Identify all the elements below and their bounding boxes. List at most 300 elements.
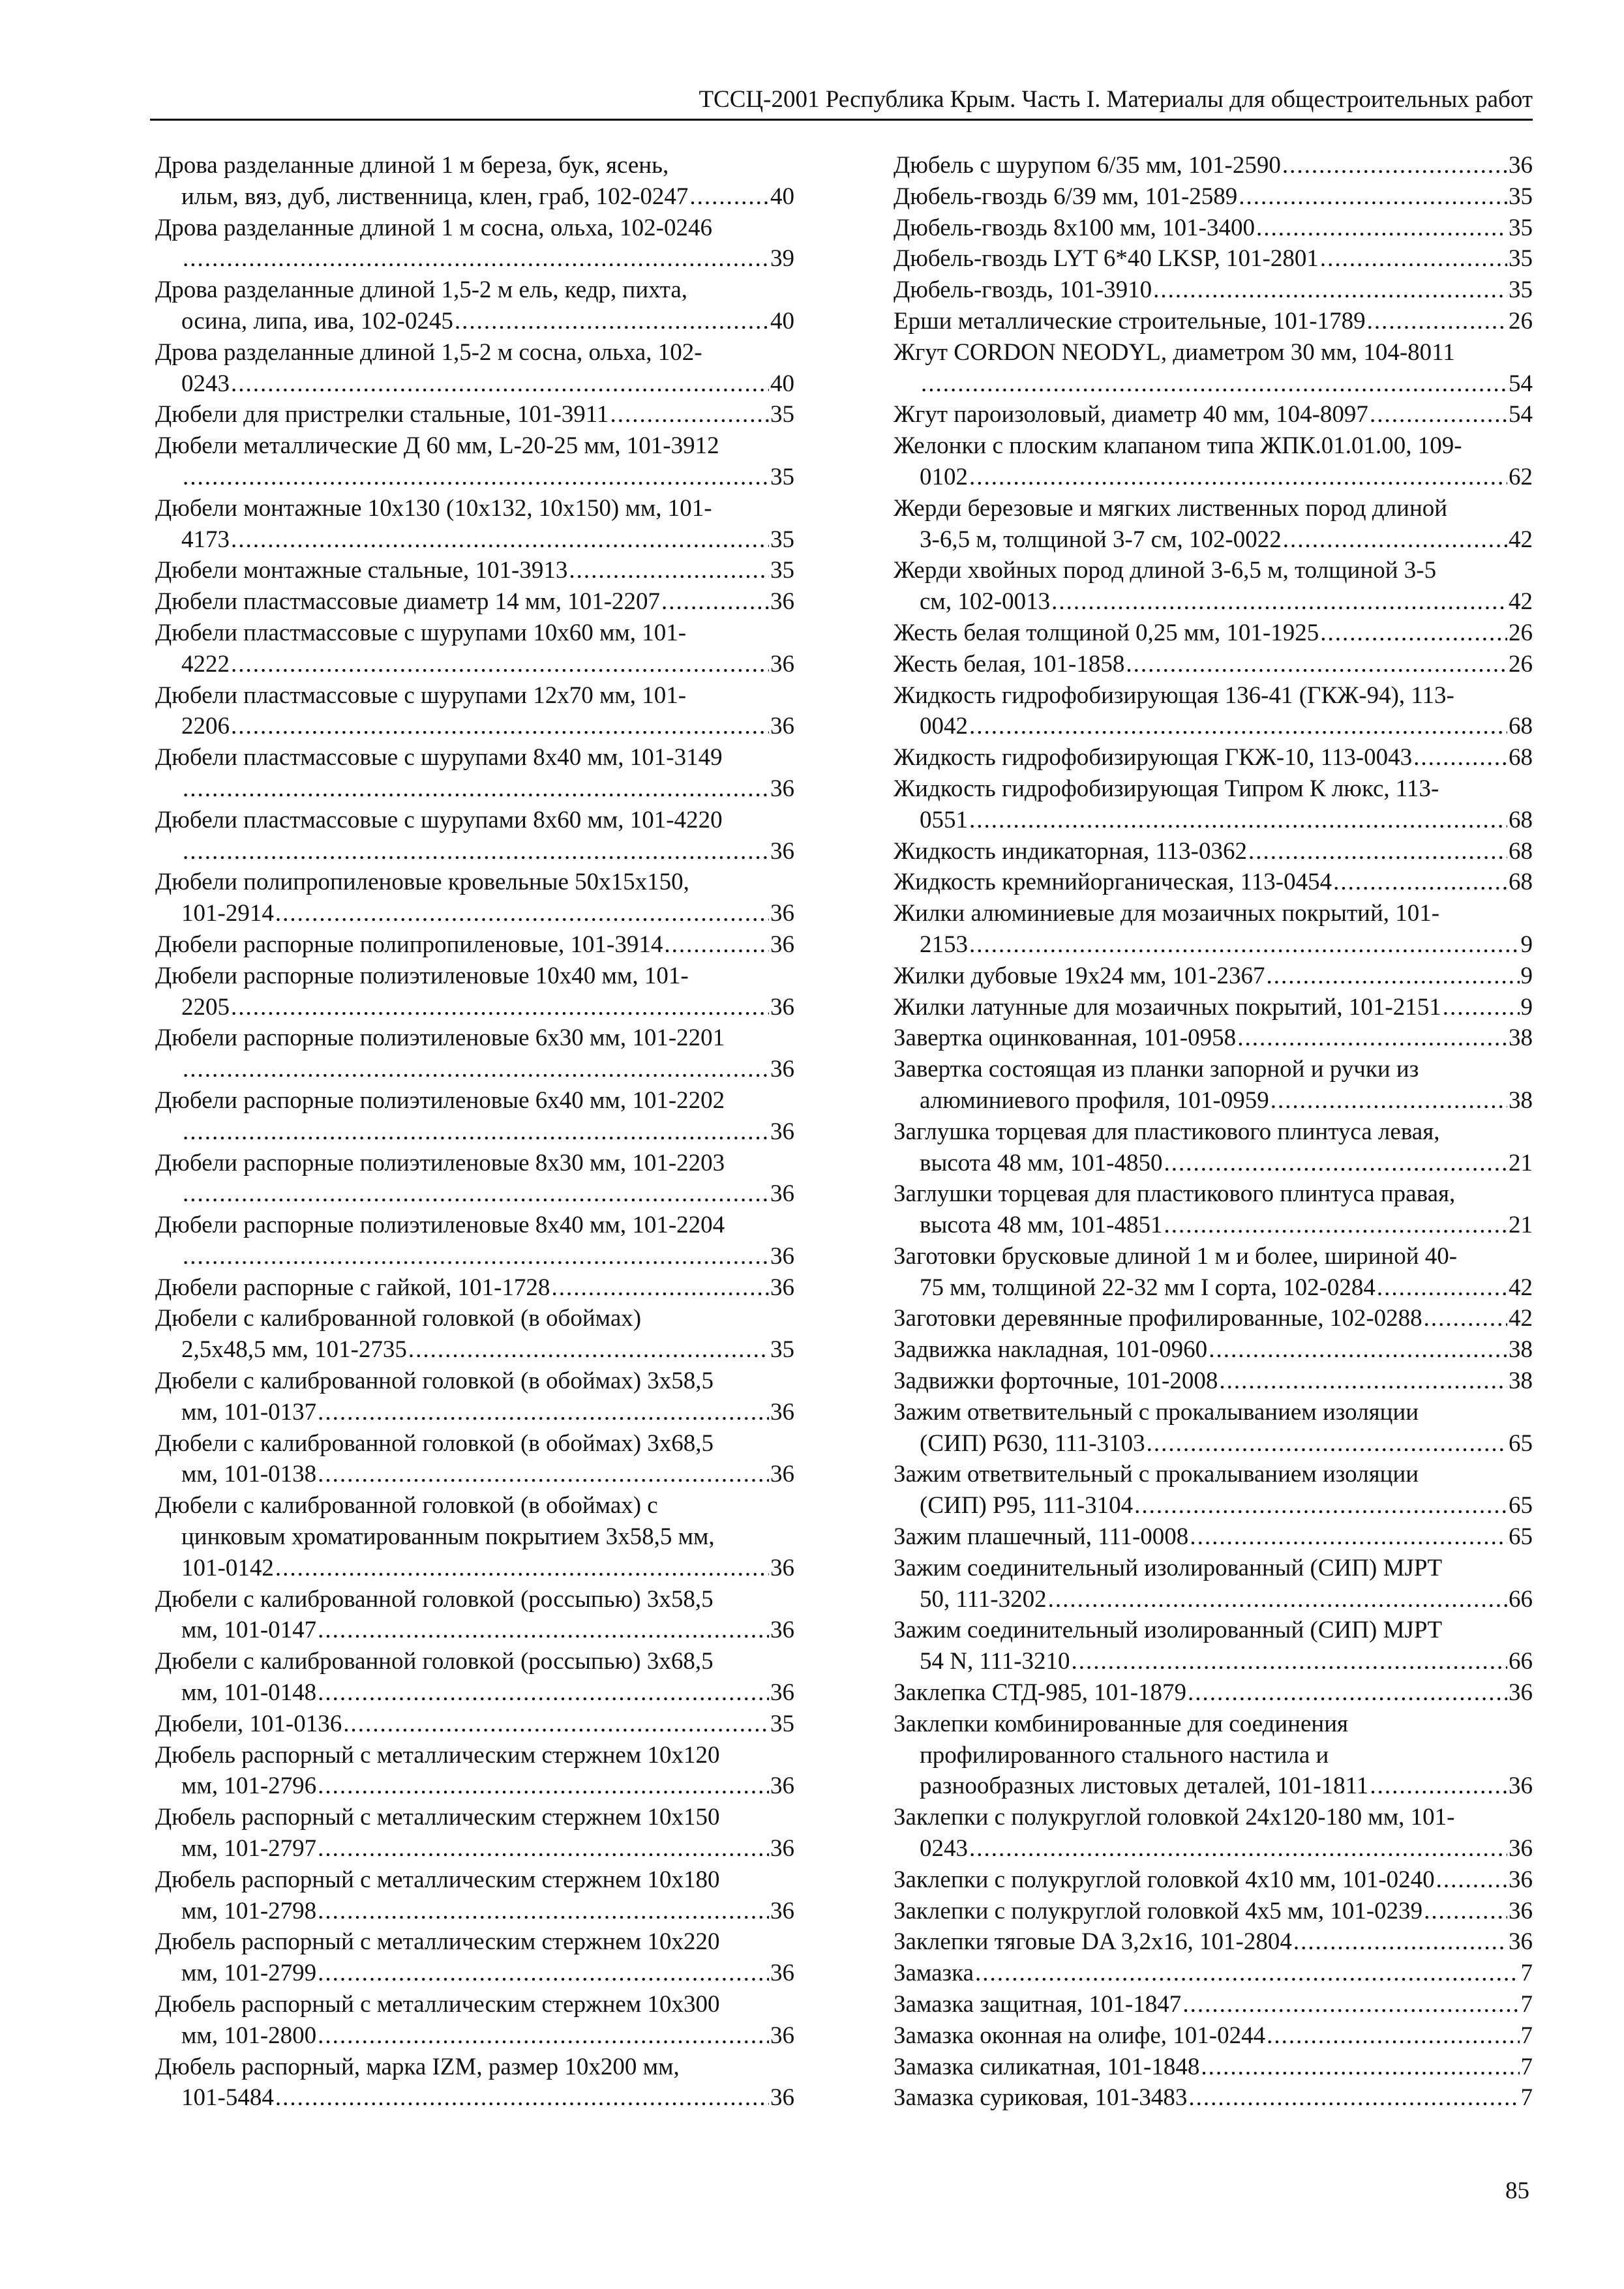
entry-leader-line bbox=[894, 399, 1533, 430]
entry-page-number: 36 bbox=[770, 1773, 794, 1800]
index-entry bbox=[894, 2082, 1533, 2114]
index-entry bbox=[155, 213, 794, 275]
index-entry bbox=[894, 399, 1533, 430]
index-entry bbox=[155, 1864, 794, 1927]
dot-leader bbox=[1164, 1210, 1507, 1241]
entry-page-number: 36 bbox=[1509, 1897, 1533, 1924]
entry-text: мм, 101-2800 bbox=[181, 2022, 317, 2049]
entry-page-number: 26 bbox=[1509, 650, 1533, 678]
entry-leader-line bbox=[894, 836, 1533, 867]
index-entry bbox=[894, 243, 1533, 275]
index-entry bbox=[155, 1210, 794, 1272]
dot-leader bbox=[183, 773, 769, 805]
index-entry bbox=[894, 1521, 1533, 1553]
entry-text: Жидкость кремнийорганическая, 113-0454 bbox=[894, 869, 1332, 896]
dot-leader bbox=[1048, 1584, 1507, 1615]
dot-leader bbox=[318, 1958, 769, 1989]
entry-text: Дюбель-гвоздь 6/39 мм, 101-2589 bbox=[894, 183, 1238, 210]
entry-text-line: Дюбели с калиброванной головкой (в обоймах) 3х58,5 bbox=[155, 1368, 714, 1395]
entry-text: Дюбели пластмассовые диаметр 14 мм, 101-2207 bbox=[155, 588, 661, 616]
index-entry bbox=[894, 1366, 1533, 1397]
entry-text-line: Дюбели с калиброванной головкой (россыпью) 3х58,5 bbox=[155, 1585, 714, 1613]
entry-text-line: Дюбели с калиброванной головкой (россыпью) 3х68,5 bbox=[155, 1648, 714, 1675]
entry-page-number: 36 bbox=[770, 588, 794, 616]
entry-text: Ерши металлические строительные, 101-1789 bbox=[894, 307, 1366, 335]
entry-text-line: Дрова разделанные длиной 1 м сосна, ольха, 102-0246 bbox=[155, 214, 712, 241]
entry-leader-line bbox=[155, 649, 794, 680]
dot-leader bbox=[1188, 1677, 1507, 1709]
index-entry bbox=[894, 555, 1533, 618]
entry-leader-line bbox=[155, 1958, 794, 1989]
entry-text: мм, 101-2796 bbox=[181, 1773, 317, 1800]
dot-leader bbox=[1126, 649, 1507, 680]
entry-page-number: 36 bbox=[1509, 1866, 1533, 1893]
entry-leader-line bbox=[894, 742, 1533, 773]
entry-leader-line bbox=[894, 1677, 1533, 1709]
dot-leader bbox=[1188, 2082, 1519, 2114]
entry-leader-line bbox=[155, 243, 794, 275]
entry-text-line: Жилки алюминиевые для мозаичных покрытий, 101- bbox=[894, 900, 1440, 927]
entry-text: Завертка оцинкованная, 101-0958 bbox=[894, 1025, 1237, 1052]
entry-text: Дюбель-гвоздь, 101-3910 bbox=[894, 277, 1152, 304]
entry-text-line: Жидкость гидрофобизирующая 136-41 (ГКЖ-94), 113- bbox=[894, 681, 1454, 709]
entry-page-number: 36 bbox=[770, 1960, 794, 1987]
index-entry bbox=[894, 337, 1533, 400]
entry-leader-line bbox=[155, 898, 794, 929]
entry-page-number: 62 bbox=[1509, 463, 1533, 490]
entry-text-line: Жерди хвойных пород длиной 3-6,5 м, толщиной 3-5 bbox=[894, 557, 1437, 584]
index-entry bbox=[894, 306, 1533, 337]
index-entry bbox=[894, 992, 1533, 1023]
index-entry bbox=[894, 867, 1533, 898]
entry-page-number: 36 bbox=[1509, 1773, 1533, 1800]
entry-text-line: Зажим соединительный изолированный (СИП) MJPT bbox=[894, 1617, 1443, 1644]
dot-leader bbox=[318, 1459, 769, 1490]
index-entry bbox=[155, 1303, 794, 1366]
entry-text-line: Дюбель распорный с металлическим стержнем 10х220 bbox=[155, 1928, 720, 1956]
dot-leader bbox=[1209, 1334, 1507, 1366]
entry-leader-line bbox=[894, 1646, 1533, 1677]
entry-page-number: 36 bbox=[770, 1180, 794, 1208]
entry-text: Зажим плашечный, 111-0008 bbox=[894, 1523, 1189, 1551]
index-entry bbox=[155, 1490, 794, 1583]
dot-leader bbox=[1051, 586, 1507, 618]
dot-leader bbox=[969, 462, 1507, 493]
entry-leader-line bbox=[894, 1490, 1533, 1521]
dot-leader bbox=[1443, 992, 1520, 1023]
dot-leader bbox=[183, 1054, 769, 1085]
entry-text: Замазка суриковая, 101-3483 bbox=[894, 2084, 1188, 2112]
entry-page-number: 36 bbox=[770, 1554, 794, 1581]
entry-page-number: 21 bbox=[1509, 1212, 1533, 1239]
dot-leader bbox=[318, 1397, 769, 1428]
entry-text-line: Дюбели с калиброванной головкой (в обоймах) 3х68,5 bbox=[155, 1429, 714, 1457]
dot-leader bbox=[1201, 2052, 1519, 2083]
entry-page-number: 38 bbox=[1509, 1368, 1533, 1395]
entry-text: Дюбели монтажные стальные, 101-3913 bbox=[155, 557, 568, 584]
dot-leader bbox=[1271, 1085, 1507, 1116]
entry-page-number: 36 bbox=[770, 650, 794, 678]
entry-page-number: 36 bbox=[770, 1679, 794, 1707]
entry-text: Заклепки с полукруглой головкой 4х10 мм, 101-0240 bbox=[894, 1866, 1435, 1893]
index-entry bbox=[894, 181, 1533, 213]
entry-page-number: 36 bbox=[770, 1617, 794, 1644]
entry-leader-line bbox=[155, 555, 794, 586]
entry-page-number: 68 bbox=[1509, 806, 1533, 833]
entry-text: 0102 bbox=[920, 463, 968, 490]
page-number: 85 bbox=[1505, 2177, 1529, 2204]
dot-leader bbox=[1413, 742, 1507, 773]
entry-text-line: Жидкость гидрофобизирующая Типром К люкс, 113- bbox=[894, 775, 1439, 802]
entry-leader-line bbox=[894, 1584, 1533, 1615]
dot-leader bbox=[1072, 1646, 1507, 1677]
entry-leader-line bbox=[894, 992, 1533, 1023]
entry-page-number: 35 bbox=[1509, 183, 1533, 210]
index-entry bbox=[894, 1709, 1533, 1802]
entry-text: 101-2914 bbox=[181, 900, 274, 927]
entry-text: 54 N, 111-3210 bbox=[920, 1648, 1070, 1675]
entry-page-number: 35 bbox=[770, 463, 794, 490]
entry-page-number: 9 bbox=[1520, 993, 1533, 1021]
index-entry bbox=[155, 493, 794, 556]
entry-text-line: Жерди березовые и мягких лиственных пород длиной bbox=[894, 494, 1448, 522]
entry-leader-line bbox=[894, 711, 1533, 742]
entry-text-line: Заклепки комбинированные для соединения bbox=[894, 1710, 1349, 1737]
entry-text: мм, 101-2799 bbox=[181, 1960, 317, 1987]
entry-page-number: 36 bbox=[770, 1056, 794, 1083]
index-entry bbox=[155, 1646, 794, 1709]
entry-text: ильм, вяз, дуб, лиственница, клен, граб, 102-0247 bbox=[181, 183, 689, 210]
entry-text-line: Дюбели распорные полиэтиленовые 10х40 мм, 101- bbox=[155, 962, 689, 989]
index-entry bbox=[894, 430, 1533, 493]
entry-page-number: 9 bbox=[1520, 962, 1533, 989]
entry-leader-line bbox=[894, 867, 1533, 898]
entry-text: 4222 bbox=[181, 650, 230, 678]
entry-text: Замазка защитная, 101-1847 bbox=[894, 1991, 1182, 2018]
entry-text: мм, 101-0147 bbox=[181, 1617, 317, 1644]
entry-text: Дюбели для пристрелки стальные, 101-3911 bbox=[155, 401, 609, 428]
index-entry bbox=[155, 1085, 794, 1148]
entry-page-number: 40 bbox=[770, 183, 794, 210]
index-column-left bbox=[155, 150, 794, 2114]
dot-leader bbox=[1424, 1303, 1507, 1334]
index-entry bbox=[894, 773, 1533, 836]
entry-text-line: Дюбели с калиброванной головкой (в обоймах) с bbox=[155, 1492, 658, 1519]
entry-leader-line bbox=[894, 524, 1533, 556]
entry-page-number: 35 bbox=[770, 1336, 794, 1364]
index-entry bbox=[894, 836, 1533, 867]
entry-leader-line bbox=[155, 1771, 794, 1802]
index-entry bbox=[894, 1896, 1533, 1927]
entry-page-number: 26 bbox=[1509, 307, 1533, 335]
dot-leader bbox=[1333, 867, 1507, 898]
entry-page-number: 36 bbox=[770, 713, 794, 740]
dot-leader bbox=[318, 1833, 769, 1864]
entry-text-line: Дюбели пластмассовые с шурупами 8х60 мм, 101-4220 bbox=[155, 806, 723, 833]
entry-page-number: 65 bbox=[1509, 1492, 1533, 1519]
entry-leader-line bbox=[155, 306, 794, 337]
dot-leader bbox=[661, 586, 769, 618]
index-entry bbox=[894, 1178, 1533, 1241]
entry-page-number: 36 bbox=[770, 2022, 794, 2049]
entry-page-number: 42 bbox=[1509, 1305, 1533, 1332]
entry-text: 0551 bbox=[920, 806, 968, 833]
entry-leader-line bbox=[894, 618, 1533, 649]
index-entry bbox=[155, 1428, 794, 1491]
index-entry bbox=[155, 1272, 794, 1304]
entry-text-line: Дюбели полипропиленовые кровельные 50х15х150, bbox=[155, 869, 689, 896]
index-entry bbox=[894, 213, 1533, 244]
dot-leader bbox=[1370, 399, 1507, 430]
index-entry bbox=[894, 1615, 1533, 1677]
entry-page-number: 7 bbox=[1520, 2053, 1533, 2080]
index-entry bbox=[894, 1459, 1533, 1521]
entry-text-line: профилированного стального настила и bbox=[920, 1741, 1329, 1769]
index-entry bbox=[894, 1116, 1533, 1179]
entry-page-number: 65 bbox=[1509, 1429, 1533, 1457]
index-entry bbox=[155, 929, 794, 961]
entry-text: 2205 bbox=[181, 993, 230, 1021]
entry-leader-line bbox=[155, 2082, 794, 2114]
entry-text: Замазка bbox=[894, 1960, 974, 1987]
entry-leader-line bbox=[894, 213, 1533, 244]
dot-leader bbox=[969, 711, 1507, 742]
entry-leader-line bbox=[894, 1833, 1533, 1864]
entry-leader-line bbox=[894, 961, 1533, 992]
entry-leader-line bbox=[894, 1272, 1533, 1304]
entry-page-number: 38 bbox=[1509, 1025, 1533, 1052]
entry-page-number: 36 bbox=[1509, 152, 1533, 179]
entry-page-number: 54 bbox=[1509, 401, 1533, 428]
entry-text-line: Дюбели пластмассовые с шурупами 10х60 мм, 101- bbox=[155, 619, 687, 646]
entry-leader-line bbox=[894, 1521, 1533, 1553]
dot-leader bbox=[275, 898, 769, 929]
entry-page-number: 68 bbox=[1509, 837, 1533, 865]
entry-page-number: 42 bbox=[1509, 588, 1533, 616]
dot-leader bbox=[1293, 1926, 1507, 1958]
index-entry bbox=[894, 1989, 1533, 2020]
entry-text: 4173 bbox=[181, 526, 230, 553]
header-title: ТССЦ-2001 Республика Крым. Часть I. Материалы для общестроительных работ bbox=[699, 86, 1533, 113]
index-entry bbox=[155, 1802, 794, 1864]
index-entry bbox=[894, 1397, 1533, 1459]
entry-leader-line bbox=[155, 929, 794, 961]
entry-leader-line bbox=[894, 1023, 1533, 1054]
entry-text: см, 102-0013 bbox=[920, 588, 1051, 616]
entry-page-number: 68 bbox=[1509, 869, 1533, 896]
entry-page-number: 36 bbox=[770, 837, 794, 865]
entry-text-line: Зажим ответвительный с прокалыванием изоляции bbox=[894, 1461, 1419, 1488]
entry-leader-line bbox=[894, 1926, 1533, 1958]
index-entry bbox=[894, 1864, 1533, 1896]
index-entry bbox=[894, 618, 1533, 649]
entry-text: мм, 101-2798 bbox=[181, 1897, 317, 1924]
entry-page-number: 36 bbox=[770, 900, 794, 927]
index-entry bbox=[894, 275, 1533, 306]
entry-leader-line bbox=[155, 1677, 794, 1709]
entry-leader-line bbox=[894, 586, 1533, 618]
dot-leader bbox=[1237, 1023, 1507, 1054]
index-entry bbox=[894, 1023, 1533, 1054]
entry-leader-line bbox=[894, 1428, 1533, 1459]
entry-page-number: 36 bbox=[770, 1398, 794, 1426]
entry-page-number: 35 bbox=[770, 557, 794, 584]
dot-leader bbox=[1239, 181, 1507, 213]
entry-text: мм, 101-0148 bbox=[181, 1679, 317, 1707]
dot-leader bbox=[318, 1896, 769, 1927]
entry-text: Жесть белая, 101-1858 bbox=[894, 650, 1125, 678]
entry-text: осина, липа, ива, 102-0245 bbox=[181, 307, 453, 335]
dot-leader bbox=[318, 1615, 769, 1646]
entry-leader-line bbox=[894, 462, 1533, 493]
entry-text-line: Заклепки с полукруглой головкой 24х120-180 мм, 101- bbox=[894, 1804, 1455, 1831]
entry-text: Жгут пароизоловый, диаметр 40 мм, 104-8097 bbox=[894, 401, 1368, 428]
index-entry bbox=[894, 961, 1533, 992]
entry-text-line: Зажим соединительный изолированный (СИП) MJPT bbox=[894, 1554, 1443, 1581]
entry-text-line: Дюбели пластмассовые с шурупами 8х40 мм, 101-3149 bbox=[155, 744, 723, 771]
dot-leader bbox=[231, 649, 769, 680]
entry-text: мм, 101-0137 bbox=[181, 1398, 317, 1426]
entry-text: мм, 101-0138 bbox=[181, 1461, 317, 1488]
index-entry bbox=[155, 150, 794, 213]
entry-page-number: 36 bbox=[770, 1835, 794, 1863]
entry-page-number: 7 bbox=[1520, 2022, 1533, 2049]
index-entry bbox=[894, 1303, 1533, 1334]
index-entry bbox=[155, 2052, 794, 2114]
index-entry bbox=[894, 680, 1533, 743]
entry-page-number: 36 bbox=[770, 1242, 794, 1270]
entry-leader-line bbox=[155, 1709, 794, 1740]
entry-leader-line bbox=[155, 836, 794, 867]
entry-text: Заклепка СТД-985, 101-1879 bbox=[894, 1679, 1187, 1707]
dot-leader bbox=[921, 368, 1507, 400]
index-entry bbox=[155, 1740, 794, 1803]
entry-text-line: Желонки с плоским клапаном типа ЖПК.01.01.00, 109- bbox=[894, 432, 1462, 460]
entry-text-line: Дюбели с калиброванной головкой (в обоймах) bbox=[155, 1305, 642, 1332]
entry-text-line: Дюбели монтажные 10х130 (10х132, 10х150) мм, 101- bbox=[155, 494, 712, 522]
entry-page-number: 36 bbox=[1509, 1679, 1533, 1707]
dot-leader bbox=[183, 1116, 769, 1148]
entry-text: 101-5484 bbox=[181, 2084, 274, 2112]
entry-page-number: 35 bbox=[770, 526, 794, 553]
entry-page-number: 40 bbox=[770, 370, 794, 397]
entry-text: Заготовки деревянные профилированные, 102-0288 bbox=[894, 1305, 1422, 1332]
dot-leader bbox=[969, 805, 1507, 836]
entry-text-line: Заготовки брусковые длиной 1 м и более, шириной 40- bbox=[894, 1242, 1458, 1270]
entry-text-line: Заглушки торцевая для пластикового плинтуса правая, bbox=[894, 1180, 1456, 1208]
entry-leader-line bbox=[155, 773, 794, 805]
entry-page-number: 42 bbox=[1509, 1274, 1533, 1301]
entry-text-line: цинковым хроматированным покрытием 3х58,5 мм, bbox=[181, 1523, 715, 1551]
entry-leader-line bbox=[155, 1054, 794, 1085]
entry-page-number: 68 bbox=[1509, 713, 1533, 740]
entry-leader-line bbox=[894, 243, 1533, 275]
dot-leader bbox=[1267, 961, 1520, 992]
entry-page-number: 36 bbox=[770, 775, 794, 802]
entry-text: (СИП) Р95, 111-3104 bbox=[920, 1492, 1134, 1519]
entry-leader-line bbox=[155, 399, 794, 430]
entry-leader-line bbox=[155, 2020, 794, 2052]
entry-leader-line bbox=[155, 586, 794, 618]
entry-page-number: 36 bbox=[770, 1461, 794, 1488]
entry-page-number: 39 bbox=[770, 245, 794, 273]
entry-page-number: 35 bbox=[770, 1710, 794, 1737]
entry-text-line: Зажим ответвительный с прокалыванием изоляции bbox=[894, 1398, 1419, 1426]
entry-text-line: Дюбели пластмассовые с шурупами 12х70 мм, 101- bbox=[155, 681, 687, 709]
entry-page-number: 36 bbox=[770, 1118, 794, 1145]
index-entry bbox=[155, 1989, 794, 2052]
index-entry bbox=[155, 867, 794, 929]
entry-text-line: Дюбель распорный с металлическим стержнем 10х180 bbox=[155, 1866, 720, 1893]
entry-text-line: Дюбели распорные полиэтиленовые 8х30 мм, 101-2203 bbox=[155, 1149, 725, 1176]
entry-page-number: 35 bbox=[770, 401, 794, 428]
index-entry bbox=[155, 618, 794, 680]
dot-leader bbox=[1153, 275, 1507, 306]
dot-leader bbox=[231, 711, 769, 742]
entry-leader-line bbox=[894, 1085, 1533, 1116]
dot-leader bbox=[408, 1334, 769, 1366]
index-entry bbox=[155, 1148, 794, 1210]
dot-leader bbox=[1283, 524, 1507, 556]
entry-text-line: Дюбели металлические Д 60 мм, L-20-25 мм, 101-3912 bbox=[155, 432, 719, 460]
dot-leader bbox=[318, 1771, 769, 1802]
dot-leader bbox=[610, 399, 769, 430]
entry-leader-line bbox=[894, 368, 1533, 400]
entry-page-number: 38 bbox=[1509, 1336, 1533, 1364]
entry-leader-line bbox=[155, 1178, 794, 1210]
dot-leader bbox=[231, 524, 769, 556]
dot-leader bbox=[1190, 1521, 1507, 1553]
entry-leader-line bbox=[894, 1864, 1533, 1896]
dot-leader bbox=[1436, 1864, 1507, 1896]
entry-leader-line bbox=[894, 181, 1533, 213]
entry-page-number: 36 bbox=[770, 1897, 794, 1924]
dot-leader bbox=[1134, 1490, 1507, 1521]
index-entry bbox=[155, 586, 794, 618]
index-entry bbox=[894, 1958, 1533, 1989]
dot-leader bbox=[1377, 1272, 1507, 1304]
index-entry bbox=[155, 961, 794, 1023]
entry-leader-line bbox=[894, 306, 1533, 337]
entry-text-line: Дюбели распорные полиэтиленовые 8х40 мм, 101-2204 bbox=[155, 1212, 725, 1239]
entry-leader-line bbox=[155, 1334, 794, 1366]
entry-page-number: 36 bbox=[770, 993, 794, 1021]
entry-page-number: 65 bbox=[1509, 1523, 1533, 1551]
entry-text: Задвижки форточные, 101-2008 bbox=[894, 1368, 1218, 1395]
dot-leader bbox=[343, 1709, 769, 1740]
entry-text: 0042 bbox=[920, 713, 968, 740]
entry-text: Дюбель-гвоздь LYT 6*40 LKSP, 101-2801 bbox=[894, 245, 1319, 273]
index-entry bbox=[894, 1241, 1533, 1304]
entry-text: Дюбели, 101-0136 bbox=[155, 1710, 342, 1737]
entry-leader-line bbox=[155, 1241, 794, 1272]
dot-leader bbox=[1267, 2020, 1519, 2052]
entry-page-number: 36 bbox=[770, 931, 794, 958]
index-entry bbox=[894, 1677, 1533, 1709]
entry-leader-line bbox=[894, 1303, 1533, 1334]
entry-page-number: 9 bbox=[1520, 931, 1533, 958]
dot-leader bbox=[1182, 1989, 1519, 2020]
dot-leader bbox=[318, 1677, 769, 1709]
dot-leader bbox=[975, 1958, 1520, 1989]
entry-leader-line bbox=[894, 1958, 1533, 1989]
index-entry bbox=[894, 1802, 1533, 1864]
index-entry bbox=[155, 275, 794, 337]
index-entry bbox=[894, 2020, 1533, 2052]
entry-leader-line bbox=[155, 181, 794, 213]
entry-text: Дюбель-гвоздь 8х100 мм, 101-3400 bbox=[894, 214, 1255, 241]
entry-text: Заклепки с полукруглой головкой 4х5 мм, 101-0239 bbox=[894, 1897, 1423, 1924]
